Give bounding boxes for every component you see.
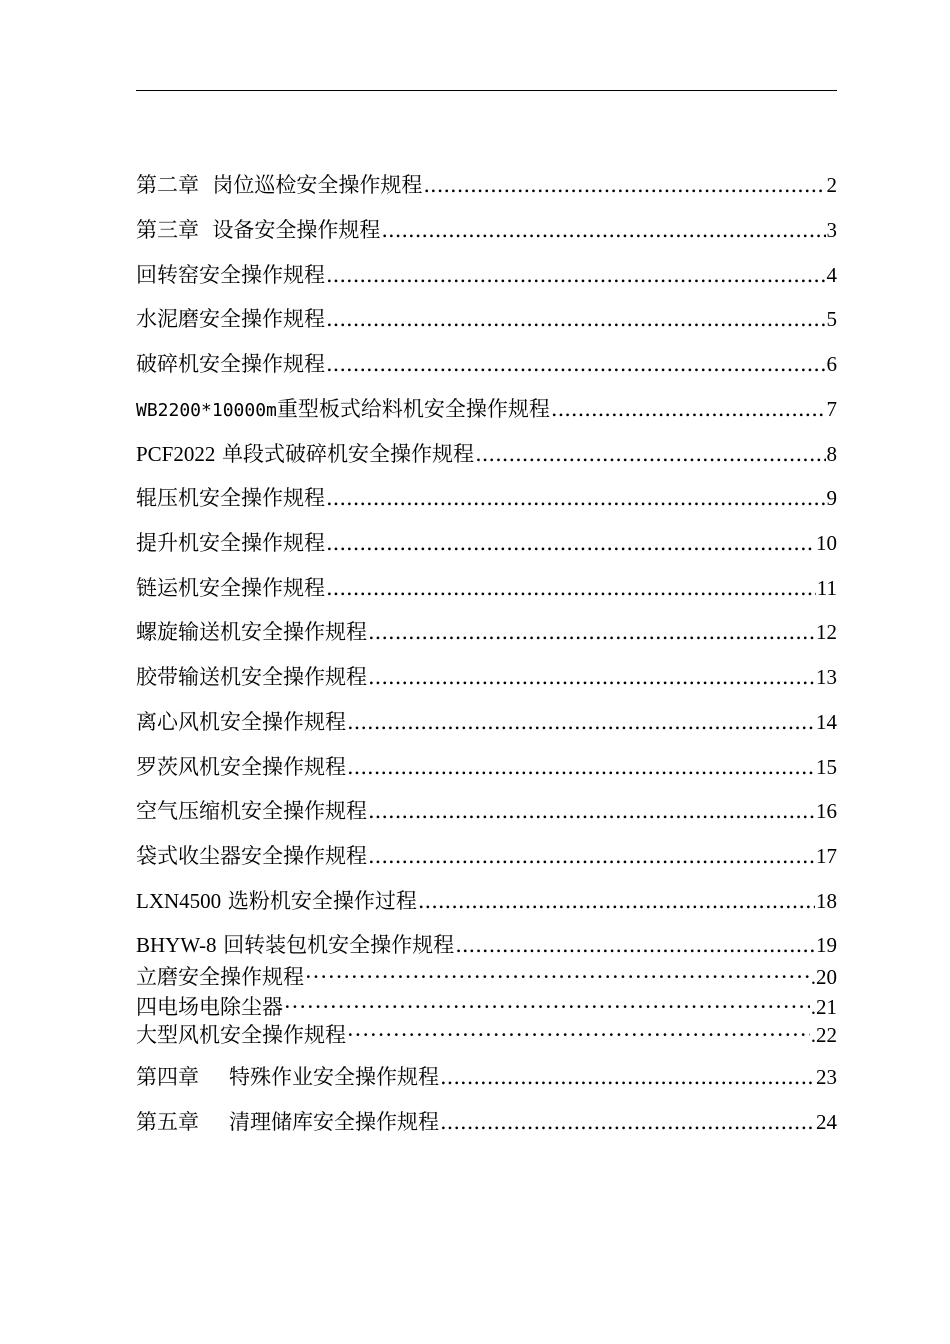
toc-entry-title: 立磨安全操作规程 [136, 965, 304, 989]
toc-entry[interactable] [136, 619, 837, 645]
toc-entry[interactable] [136, 664, 837, 690]
toc-leader [305, 964, 810, 990]
toc-leader [347, 709, 815, 735]
toc-entry-title: 第三章 设备安全操作规程 [136, 218, 381, 242]
toc-leader [347, 1022, 810, 1048]
toc-entry-title: LXN4500 选粉机安全操作过程 [136, 889, 417, 913]
toc-leader [326, 530, 815, 556]
toc-page-number: 18 [816, 889, 837, 913]
toc-leader [440, 1109, 815, 1135]
toc-leader [368, 664, 815, 690]
toc-page-number: 14 [816, 710, 837, 734]
toc-entry-title: 空气压缩机安全操作规程 [136, 799, 367, 823]
toc-leader [284, 994, 810, 1020]
toc-entry[interactable] [136, 172, 837, 198]
toc-entry[interactable] [136, 754, 837, 780]
toc-entry-title: 罗茨风机安全操作规程 [136, 755, 346, 779]
toc-page-number: 24 [816, 1110, 837, 1134]
toc-entry-title: 辊压机安全操作规程 [136, 486, 325, 510]
toc-entry[interactable] [136, 217, 837, 243]
toc-leader [326, 575, 816, 601]
toc-page-number: 6 [826, 352, 837, 376]
toc-leader [326, 306, 826, 332]
toc-entry[interactable] [136, 485, 837, 511]
toc-entry[interactable] [136, 888, 837, 914]
toc-leader [551, 396, 826, 422]
toc-entry[interactable] [136, 441, 837, 467]
toc-page-number: 13 [816, 665, 837, 689]
toc-page-number: 16 [816, 799, 837, 823]
toc-page-number: 7 [826, 397, 837, 421]
toc-entry-title: 提升机安全操作规程 [136, 531, 325, 555]
toc-page-number: 5 [826, 307, 837, 331]
toc-entry-title: BHYW-8 回转装包机安全操作规程 [136, 933, 455, 957]
toc-page-number: 3 [826, 218, 837, 242]
toc-leader [455, 932, 815, 958]
toc-leader [368, 619, 815, 645]
toc-page-number: 2 [826, 173, 837, 197]
toc-leader [418, 888, 815, 914]
header-rule [136, 90, 837, 91]
toc-leader [475, 441, 825, 467]
toc-entry-title: 第四章 特殊作业安全操作规程 [136, 1065, 439, 1089]
toc-page-number: 10 [816, 531, 837, 555]
toc-leader [368, 843, 815, 869]
toc-page-number: .20 [810, 965, 837, 989]
toc-entry[interactable] [136, 351, 837, 377]
toc-leader [368, 798, 815, 824]
toc-page-number: 4 [826, 263, 837, 287]
toc-entry-title: 四电场电除尘器 [136, 995, 283, 1019]
toc-entry-title: WB2200*10000m重型板式给料机安全操作规程 [136, 397, 550, 421]
toc-entry[interactable] [136, 1022, 837, 1048]
toc-leader [440, 1064, 815, 1090]
toc-entry[interactable] [136, 396, 837, 424]
toc-entry[interactable] [136, 964, 837, 990]
toc-entry[interactable] [136, 994, 837, 1020]
toc-entry[interactable] [136, 843, 837, 869]
toc-page-number: 9 [826, 486, 837, 510]
toc-entry-title: 破碎机安全操作规程 [136, 352, 325, 376]
toc-page-number: 12 [816, 620, 837, 644]
toc-entry[interactable] [136, 932, 837, 958]
toc-entry-title: 水泥磨安全操作规程 [136, 307, 325, 331]
toc-entry-title: 离心风机安全操作规程 [136, 710, 346, 734]
toc-entry[interactable] [136, 798, 837, 824]
toc-entry-title: 胶带输送机安全操作规程 [136, 665, 367, 689]
toc-leader [347, 754, 815, 780]
toc-entry[interactable] [136, 1064, 837, 1090]
toc-entry-title: 第五章 清理储库安全操作规程 [136, 1110, 439, 1134]
toc-page-number: .21 [810, 995, 837, 1019]
toc-entry-title: 链运机安全操作规程 [136, 576, 325, 600]
toc-entry-title: 大型风机安全操作规程 [136, 1023, 346, 1047]
toc-leader [326, 485, 826, 511]
toc-page-number: 11 [816, 576, 837, 600]
toc-entry[interactable] [136, 1109, 837, 1135]
toc-entry[interactable] [136, 530, 837, 556]
toc-entry-title: 袋式收尘器安全操作规程 [136, 844, 367, 868]
toc-page-number: 17 [816, 844, 837, 868]
toc-page-number: 19 [816, 933, 837, 957]
toc-entry-title: 螺旋输送机安全操作规程 [136, 620, 367, 644]
toc-entry[interactable] [136, 262, 837, 288]
toc-page-number: 23 [816, 1065, 837, 1089]
toc-page-number: 15 [816, 755, 837, 779]
toc-page-number: 8 [826, 442, 837, 466]
toc-leader [381, 217, 825, 243]
toc-leader [326, 262, 826, 288]
toc-entry[interactable] [136, 575, 837, 601]
toc-leader [423, 172, 825, 198]
toc-leader [326, 351, 826, 377]
toc-entry-title: 第二章 岗位巡检安全操作规程 [136, 173, 423, 197]
toc-entry[interactable] [136, 709, 837, 735]
toc-entry[interactable] [136, 306, 837, 332]
toc-entry-title: PCF2022 单段式破碎机安全操作规程 [136, 442, 475, 466]
toc-entry-title: 回转窑安全操作规程 [136, 263, 325, 287]
toc-page-number: .22 [810, 1023, 837, 1047]
